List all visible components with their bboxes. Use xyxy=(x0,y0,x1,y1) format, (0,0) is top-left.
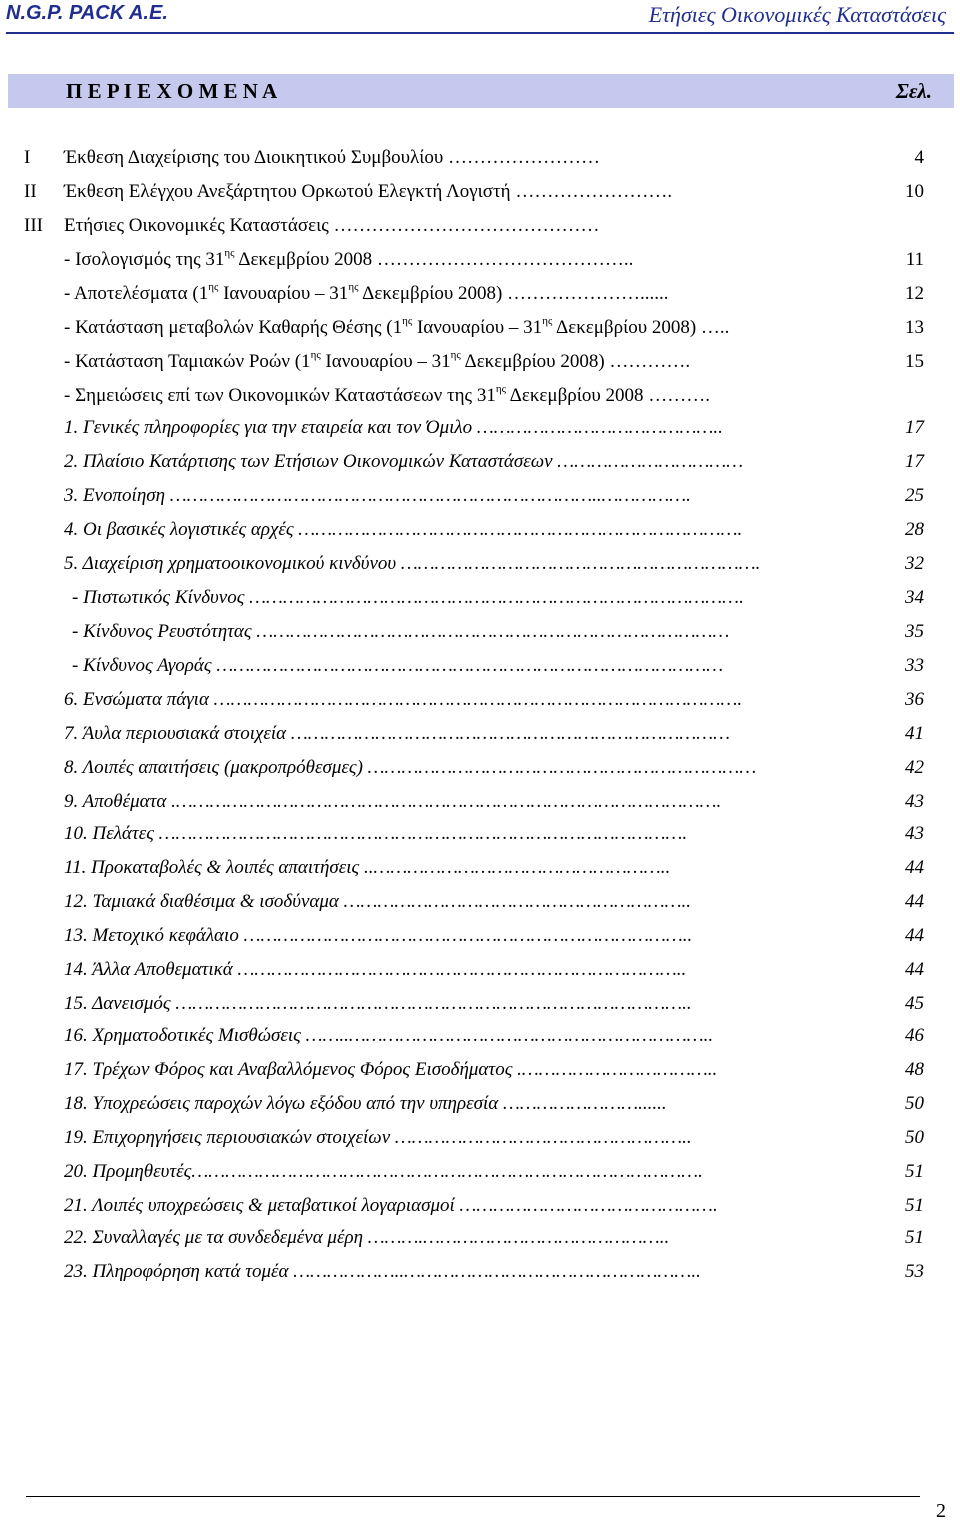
toc-entry-equity-changes[interactable] xyxy=(0,314,960,342)
toc-note-6[interactable] xyxy=(0,686,960,714)
entry-page: 12 xyxy=(905,283,924,304)
entry-label: 5. Διαχείριση χρηματοοικονομικού κινδύνου ………………………………………………………. xyxy=(64,553,761,574)
toc-entry-income-statement[interactable] xyxy=(0,280,960,308)
toc-risk-credit[interactable] xyxy=(0,584,960,612)
entry-label: 10. Πελάτες …………………………………………………………………………………. xyxy=(64,823,688,844)
entry-label: 4. Οι βασικές λογιστικές αρχές ……………………………………………………………………. xyxy=(64,519,743,540)
entry-page: 46 xyxy=(905,1025,924,1046)
entry-label: 8. Λοιπές απαιτήσεις (μακροπρόθεσμες) …………………………………………………………… xyxy=(64,757,757,778)
toc-note-4[interactable] xyxy=(0,516,960,544)
document-title: Ετήσιες Οικονομικές Καταστάσεις xyxy=(648,2,946,27)
entry-label: - Κατάσταση Ταμιακών Ροών ($1^{\eta\varsigma}$ Ιανουαρίου – $31^{\eta\varsigma}$ Δεκεμβρίου 2008) …………. xyxy=(64,349,691,372)
entry-page: 15 xyxy=(905,351,924,372)
entry-label: 23. Πληροφόρηση κατά τομέα ………………..…………………………………………….. xyxy=(64,1261,701,1282)
entry-page: 25 xyxy=(905,485,924,506)
entry-label: Ετήσιες Οικονομικές Καταστάσεις …………………………………… xyxy=(64,215,600,236)
entry-label: 16. Χρηματοδοτικές Μισθώσεις ……..……………………………………………………….. xyxy=(64,1025,714,1046)
entry-page: 42 xyxy=(905,757,924,778)
toc-note-14[interactable] xyxy=(0,956,960,984)
footer-divider xyxy=(26,1496,920,1497)
entry-label: 20. Προμηθευτές………………………………………………………………………………. xyxy=(64,1161,703,1182)
entry-label: - Αποτελέσματα ($1^{\eta\varsigma}$ Ιανουαρίου – $31^{\eta\varsigma}$ Δεκεμβρίου 2008) …………………...... xyxy=(64,281,669,304)
entry-label: 1. Γενικές πληροφορίες για την εταιρεία και τον Όμιλο …………………………………….. xyxy=(64,417,723,438)
entry-page: 50 xyxy=(905,1127,924,1148)
entry-label: Έκθεση Ελέγχου Ανεξάρτητου Ορκωτού Ελεγκτή Λογιστή ……………………. xyxy=(64,181,673,202)
entry-page: 4 xyxy=(914,147,924,168)
footer-page-number: 2 xyxy=(936,1500,946,1522)
entry-label: 9. Αποθέματα .……………………………………………………………………………………. xyxy=(64,791,722,812)
entry-page: 41 xyxy=(905,723,924,744)
entry-label: - Κατάσταση μεταβολών Καθαρής Θέσης ($1^{\eta\varsigma}$ Ιανουαρίου – $31^{\eta\varsigma}$ Δεκεμβρίου 2008) ….. xyxy=(64,315,730,338)
entry-page: 45 xyxy=(905,993,924,1014)
entry-label: - Πιστωτικός Κίνδυνος ……………………………………………………………………………. xyxy=(72,587,744,608)
entry-page: 36 xyxy=(905,689,924,710)
entry-label: 14. Άλλα Αποθεματικά …………………………………………………………………….. xyxy=(64,959,687,980)
entry-label: 3. Ενοποίηση …………………………………………………………………..……………. xyxy=(64,485,691,506)
toc-entry-management-report[interactable] xyxy=(0,144,960,172)
toc-note-20[interactable] xyxy=(0,1158,960,1186)
toc-note-15[interactable] xyxy=(0,990,960,1018)
entry-page: 43 xyxy=(905,791,924,812)
entry-label: 15. Δανεισμός ……………………………………………………………………………….. xyxy=(64,993,692,1014)
entry-label: 21. Λοιπές υποχρεώσεις & μεταβατικοί λογαριασμοί ………………………………………. xyxy=(64,1195,718,1216)
toc-note-10[interactable] xyxy=(0,820,960,848)
toc-entry-cash-flows[interactable] xyxy=(0,348,960,376)
entry-page: 34 xyxy=(905,587,924,608)
entry-page: 51 xyxy=(905,1161,924,1182)
entry-label: 2. Πλαίσιο Κατάρτισης των Ετήσιων Οικονομικών Καταστάσεων …………………………… xyxy=(64,451,744,472)
toc-note-13[interactable] xyxy=(0,922,960,950)
toc-note-23[interactable] xyxy=(0,1258,960,1286)
toc-note-12[interactable] xyxy=(0,888,960,916)
entry-page: 35 xyxy=(905,621,924,642)
page-column-heading: Σελ. xyxy=(895,79,932,103)
entry-page: 51 xyxy=(905,1227,924,1248)
entry-label: 19. Επιχορηγήσεις περιουσιακών στοιχείων …………………………………………….. xyxy=(64,1127,692,1148)
entry-label: 17. Τρέχων Φόρος και Αναβαλλόμενος Φόρος Εισοδήματος .…………………………….. xyxy=(64,1059,718,1080)
entry-page: 51 xyxy=(905,1195,924,1216)
toc-note-19[interactable] xyxy=(0,1124,960,1152)
toc-note-11[interactable] xyxy=(0,854,960,882)
entry-page: 11 xyxy=(905,249,924,270)
entry-label: 13. Μετοχικό κεφάλαιο …………………………………………………………………….. xyxy=(64,925,693,946)
entry-label: - Κίνδυνος Ρευστότητας ………………………………………………………………………… xyxy=(72,621,730,642)
entry-label: - Κίνδυνος Αγοράς ……………………………………………………………………………… xyxy=(72,655,724,676)
toc-note-2[interactable] xyxy=(0,448,960,476)
entry-page: 28 xyxy=(905,519,924,540)
entry-page: 17 xyxy=(905,451,924,472)
toc-note-7[interactable] xyxy=(0,720,960,748)
toc-note-16[interactable] xyxy=(0,1022,960,1050)
entry-page: 48 xyxy=(905,1059,924,1080)
entry-label: 6. Ενσώματα πάγια …………………………………………………………………………………. xyxy=(64,689,743,710)
entry-label: - Ισολογισμός της $31^{\eta\varsigma}$ Δεκεμβρίου 2008 ………………………………….. xyxy=(64,247,634,270)
entry-label: Έκθεση Διαχείρισης του Διοικητικού Συμβουλίου …………………… xyxy=(64,147,601,168)
entry-page: 33 xyxy=(905,655,924,676)
entry-page: 50 xyxy=(905,1093,924,1114)
entry-roman: III xyxy=(24,215,43,236)
entry-page: 10 xyxy=(905,181,924,202)
entry-roman: I xyxy=(24,147,31,168)
toc-note-8[interactable] xyxy=(0,754,960,782)
entry-page: 17 xyxy=(905,417,924,438)
toc-note-21[interactable] xyxy=(0,1192,960,1220)
toc-risk-market[interactable] xyxy=(0,652,960,680)
entry-page: 44 xyxy=(905,925,924,946)
toc-entry-auditor-report[interactable] xyxy=(0,178,960,206)
contents-header-bar xyxy=(8,74,954,108)
toc-note-5[interactable] xyxy=(0,550,960,578)
entry-label: 12. Ταμιακά διαθέσιμα & ισοδύναμα …………………………………………………….. xyxy=(64,891,692,912)
entry-label: 11. Προκαταβολές & λοιπές απαιτήσεις ..…………………………………………….. xyxy=(64,857,671,878)
toc-risk-liquidity[interactable] xyxy=(0,618,960,646)
entry-page: 44 xyxy=(905,959,924,980)
toc-note-9[interactable] xyxy=(0,788,960,816)
entry-label: - Σημειώσεις επί των Οικονομικών Καταστάσεων της $31^{\eta\varsigma}$ Δεκεμβρίου 2008 ………. xyxy=(64,383,710,406)
toc-entry-notes[interactable] xyxy=(0,382,960,410)
toc-note-1[interactable] xyxy=(0,414,960,442)
entry-page: 44 xyxy=(905,857,924,878)
entry-roman: II xyxy=(24,181,37,202)
toc-note-17[interactable] xyxy=(0,1056,960,1084)
entry-page: 43 xyxy=(905,823,924,844)
toc-note-3[interactable] xyxy=(0,482,960,510)
entry-page: 44 xyxy=(905,891,924,912)
entry-label: 22. Συναλλαγές με τα συνδεδεμένα μέρη ……….…………………………………….. xyxy=(64,1227,670,1248)
entry-label: 18. Υποχρεώσεις παροχών λόγω εξόδου από την υπηρεσία ……………………...... xyxy=(64,1093,667,1114)
toc-note-18[interactable] xyxy=(0,1090,960,1118)
entry-page: 13 xyxy=(905,317,924,338)
entry-page: 32 xyxy=(905,553,924,574)
toc-note-22[interactable] xyxy=(0,1224,960,1252)
toc-entry-financial-statements[interactable] xyxy=(0,212,960,240)
header-divider xyxy=(6,32,954,34)
company-name: N.G.P. PACK A.E. xyxy=(6,2,168,24)
entry-page: 53 xyxy=(905,1261,924,1282)
entry-label: 7. Άυλα περιουσιακά στοιχεία …………………………………………………………………… xyxy=(64,723,731,744)
toc-entry-balance-sheet[interactable] xyxy=(0,246,960,274)
contents-heading: Π Ε Ρ Ι Ε Χ Ο Μ Ε Ν Α xyxy=(66,79,278,103)
